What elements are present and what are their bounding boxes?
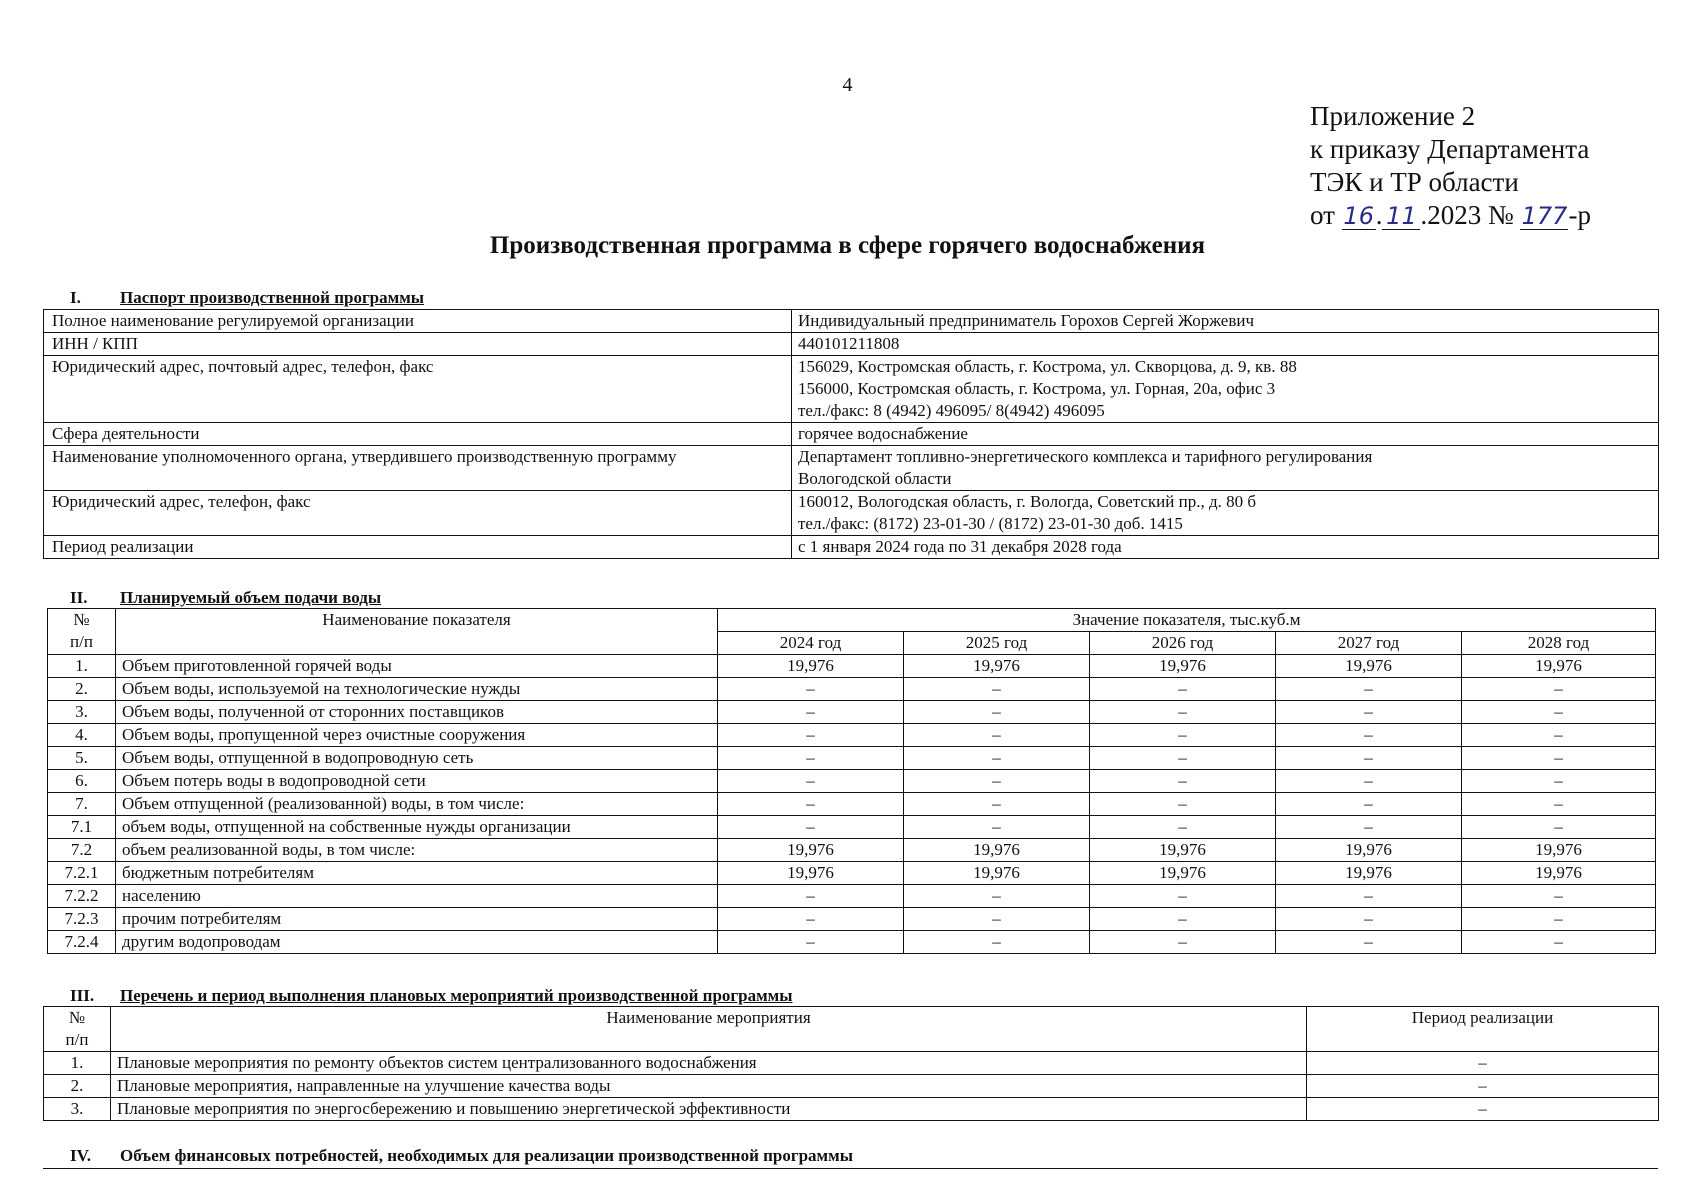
indicator-name: Объем приготовленной горячей воды xyxy=(116,655,718,678)
section-3-number: III. xyxy=(70,986,95,1005)
indicator-value: 19,976 xyxy=(904,862,1090,885)
section-2-title: Планируемый объем подачи воды xyxy=(120,588,382,607)
handwritten-day: 16 xyxy=(1343,202,1374,230)
year-header: 2027 год xyxy=(1276,632,1462,655)
section-4-title: Объем финансовых потребностей, необходимых для реализации производственной программы xyxy=(120,1146,853,1165)
indicator-name: объем воды, отпущенной на собственные нужды организации xyxy=(116,816,718,839)
column-header-number: № п/п xyxy=(48,609,116,655)
indicator-value: – xyxy=(1276,908,1462,931)
indicator-value: – xyxy=(718,908,904,931)
indicator-value: – xyxy=(718,770,904,793)
table-row xyxy=(48,908,1656,931)
passport-value-line: тел./факс: (8172) 23-01-30 / (8172) 23-01-30 доб. 1415 xyxy=(798,514,1183,533)
passport-value xyxy=(792,423,1659,446)
row-number: 3. xyxy=(48,701,116,724)
table-row xyxy=(48,862,1656,885)
indicator-value: – xyxy=(718,816,904,839)
water-volume-table xyxy=(47,608,1656,954)
appendix-date-line: от 16. 11 .2023 № 177-р xyxy=(1310,200,1591,230)
indicator-value: – xyxy=(1090,724,1276,747)
indicator-value: – xyxy=(1276,747,1462,770)
indicator-value: 19,976 xyxy=(1462,655,1656,678)
table-row xyxy=(48,931,1656,954)
indicator-name: населению xyxy=(116,885,718,908)
passport-label: Полное наименование регулируемой организации xyxy=(44,310,792,333)
column-header-indicator: Наименование показателя xyxy=(116,609,718,655)
event-name: Плановые мероприятия по энергосбережению и повышению энергетической эффективности xyxy=(111,1098,1307,1121)
passport-label: Сфера деятельности xyxy=(44,423,792,446)
indicator-name: бюджетным потребителям xyxy=(116,862,718,885)
table-row xyxy=(44,1098,1659,1121)
passport-value-line: 156029, Костромская область, г. Кострома, ул. Скворцова, д. 9, кв. 88 xyxy=(798,357,1297,376)
section-2-heading xyxy=(70,588,381,608)
indicator-value: 19,976 xyxy=(1276,839,1462,862)
indicator-value: – xyxy=(718,701,904,724)
indicator-value: – xyxy=(1090,931,1276,954)
passport-label: Юридический адрес, телефон, факс xyxy=(44,491,792,536)
indicator-value: – xyxy=(1462,931,1656,954)
event-name: Плановые мероприятия, направленные на улучшение качества воды xyxy=(111,1075,1307,1098)
passport-value-line: 160012, Вологодская область, г. Вологда, Советский пр., д. 80 б xyxy=(798,492,1257,511)
indicator-value: 19,976 xyxy=(1090,655,1276,678)
event-number: 2. xyxy=(44,1075,111,1098)
passport-label: Юридический адрес, почтовый адрес, телефон, факс xyxy=(44,356,792,423)
passport-row xyxy=(44,423,1659,446)
indicator-value: 19,976 xyxy=(718,655,904,678)
indicator-value: – xyxy=(1090,793,1276,816)
section-3-title: Перечень и период выполнения плановых мероприятий производственной программы xyxy=(120,986,793,1005)
row-number: 7.2.3 xyxy=(48,908,116,931)
indicator-value: – xyxy=(1276,816,1462,839)
indicator-value: – xyxy=(904,816,1090,839)
section-4-heading xyxy=(70,1146,853,1166)
indicator-value: – xyxy=(904,931,1090,954)
year-header: 2024 год xyxy=(718,632,904,655)
indicator-value: – xyxy=(1090,908,1276,931)
row-number: 7. xyxy=(48,793,116,816)
passport-value xyxy=(792,356,1659,423)
event-period: – xyxy=(1307,1052,1659,1075)
passport-row xyxy=(44,333,1659,356)
indicator-value: – xyxy=(904,908,1090,931)
indicator-value: – xyxy=(1462,908,1656,931)
indicator-value: – xyxy=(1276,931,1462,954)
handwritten-month: 11 xyxy=(1382,203,1420,230)
passport-row xyxy=(44,491,1659,536)
indicator-value: – xyxy=(1090,747,1276,770)
indicator-value: – xyxy=(1462,885,1656,908)
indicator-value: 19,976 xyxy=(718,862,904,885)
table-row xyxy=(44,1075,1659,1098)
table-row xyxy=(48,678,1656,701)
indicator-value: 19,976 xyxy=(1090,839,1276,862)
table-row xyxy=(48,816,1656,839)
indicator-value: – xyxy=(904,747,1090,770)
passport-value-line: Вологодской области xyxy=(798,469,952,488)
indicator-value: – xyxy=(1276,770,1462,793)
indicator-value: – xyxy=(1462,701,1656,724)
indicator-value: – xyxy=(904,701,1090,724)
table-row xyxy=(48,770,1656,793)
passport-value-line: 440101211808 xyxy=(798,334,900,353)
year-header: 2026 год xyxy=(1090,632,1276,655)
table-row xyxy=(44,1052,1659,1075)
indicator-value: – xyxy=(1276,678,1462,701)
table-row xyxy=(48,701,1656,724)
indicator-name: другим водопроводам xyxy=(116,931,718,954)
row-number: 7.2.1 xyxy=(48,862,116,885)
row-number: 5. xyxy=(48,747,116,770)
passport-value-line: Департамент топливно-энергетического комплекса и тарифного регулирования xyxy=(798,447,1373,466)
indicator-value: – xyxy=(1090,885,1276,908)
indicator-name: Объем воды, используемой на технологические нужды xyxy=(116,678,718,701)
appendix-line-3: ТЭК и ТР области xyxy=(1310,167,1519,197)
appendix-block xyxy=(1310,100,1591,232)
indicator-value: – xyxy=(904,724,1090,747)
indicator-name: Объем потерь воды в водопроводной сети xyxy=(116,770,718,793)
row-number: 7.2 xyxy=(48,839,116,862)
indicator-value: 19,976 xyxy=(1462,862,1656,885)
section-4-number: IV. xyxy=(70,1146,91,1165)
indicator-value: – xyxy=(1276,701,1462,724)
indicator-value: 19,976 xyxy=(1276,862,1462,885)
section-4-divider xyxy=(43,1168,1658,1169)
indicator-value: – xyxy=(1276,724,1462,747)
indicator-value: – xyxy=(1462,678,1656,701)
page-number: 4 xyxy=(842,74,853,96)
events-column-header-number: № п/п xyxy=(44,1007,111,1052)
year-and-number-sign: .2023 № xyxy=(1420,200,1514,230)
appendix-line-2: к приказу Департамента xyxy=(1310,134,1590,164)
passport-label: Наименование уполномоченного органа, утвердившего производственную программу xyxy=(44,446,792,491)
passport-value xyxy=(792,310,1659,333)
passport-row xyxy=(44,536,1659,559)
indicator-value: – xyxy=(1462,724,1656,747)
indicator-value: – xyxy=(718,793,904,816)
indicator-value: – xyxy=(904,770,1090,793)
event-number: 1. xyxy=(44,1052,111,1075)
passport-value-line: 156000, Костромская область, г. Кострома, ул. Горная, 20а, офис 3 xyxy=(798,379,1276,398)
indicator-value: – xyxy=(1462,747,1656,770)
indicator-value: 19,976 xyxy=(1462,839,1656,862)
passport-row xyxy=(44,446,1659,491)
indicator-value: – xyxy=(1462,816,1656,839)
row-number: 7.2.2 xyxy=(48,885,116,908)
indicator-value: – xyxy=(1462,770,1656,793)
passport-value xyxy=(792,446,1659,491)
indicator-value: – xyxy=(904,793,1090,816)
event-number: 3. xyxy=(44,1098,111,1121)
indicator-value: – xyxy=(718,678,904,701)
row-number: 6. xyxy=(48,770,116,793)
passport-row xyxy=(44,356,1659,423)
indicator-value: – xyxy=(1090,816,1276,839)
passport-label: ИНН / КПП xyxy=(44,333,792,356)
passport-value xyxy=(792,333,1659,356)
column-header-value-group: Значение показателя, тыс.куб.м xyxy=(718,609,1656,632)
indicator-name: Объем отпущенной (реализованной) воды, в том числе: xyxy=(116,793,718,816)
passport-value-line: тел./факс: 8 (4942) 496095/ 8(4942) 496095 xyxy=(798,401,1105,420)
year-header: 2025 год xyxy=(904,632,1090,655)
indicator-value: – xyxy=(718,931,904,954)
table-row xyxy=(48,793,1656,816)
passport-value xyxy=(792,491,1659,536)
indicator-value: – xyxy=(1090,678,1276,701)
table-row xyxy=(48,724,1656,747)
table-row xyxy=(48,885,1656,908)
indicator-value: – xyxy=(718,885,904,908)
indicator-name: объем реализованной воды, в том числе: xyxy=(116,839,718,862)
number-suffix: -р xyxy=(1568,200,1591,230)
event-period: – xyxy=(1307,1075,1659,1098)
indicator-value: – xyxy=(1090,770,1276,793)
table-row xyxy=(48,839,1656,862)
row-number: 1. xyxy=(48,655,116,678)
passport-value-line: горячее водоснабжение xyxy=(798,424,968,443)
appendix-line-1: Приложение 2 xyxy=(1310,101,1476,131)
indicator-value: – xyxy=(1090,701,1276,724)
document-title: Производственная программа в сфере горячего водоснабжения xyxy=(489,232,1206,259)
year-header: 2028 год xyxy=(1462,632,1656,655)
section-3-heading xyxy=(70,986,793,1006)
indicator-name: Объем воды, полученной от сторонних поставщиков xyxy=(116,701,718,724)
passport-value xyxy=(792,536,1659,559)
indicator-value: – xyxy=(1276,885,1462,908)
events-column-header-name: Наименование мероприятия xyxy=(111,1007,1307,1052)
indicator-name: прочим потребителям xyxy=(116,908,718,931)
section-2-number: II. xyxy=(70,588,88,607)
indicator-value: 19,976 xyxy=(1090,862,1276,885)
section-1-heading xyxy=(70,288,424,308)
row-number: 4. xyxy=(48,724,116,747)
indicator-value: – xyxy=(1462,793,1656,816)
indicator-value: 19,976 xyxy=(904,839,1090,862)
row-number: 7.1 xyxy=(48,816,116,839)
indicator-value: – xyxy=(904,885,1090,908)
date-prefix: от xyxy=(1310,200,1335,230)
indicator-value: 19,976 xyxy=(1276,655,1462,678)
events-column-header-period: Период реализации xyxy=(1307,1007,1659,1052)
handwritten-order-number: 177 xyxy=(1521,202,1568,230)
passport-value-line: Индивидуальный предприниматель Горохов Сергей Жоржевич xyxy=(798,311,1255,330)
indicator-value: – xyxy=(904,678,1090,701)
indicator-value: 19,976 xyxy=(904,655,1090,678)
passport-label: Период реализации xyxy=(44,536,792,559)
indicator-value: – xyxy=(718,724,904,747)
table-row xyxy=(48,655,1656,678)
event-period: – xyxy=(1307,1098,1659,1121)
indicator-name: Объем воды, пропущенной через очистные сооружения xyxy=(116,724,718,747)
indicator-name: Объем воды, отпущенной в водопроводную сеть xyxy=(116,747,718,770)
section-1-title: Паспорт производственной программы xyxy=(120,288,425,307)
table-row xyxy=(48,747,1656,770)
passport-row xyxy=(44,310,1659,333)
indicator-value: – xyxy=(718,747,904,770)
row-number: 7.2.4 xyxy=(48,931,116,954)
planned-events-table xyxy=(43,1006,1659,1121)
section-1-number: I. xyxy=(70,288,81,307)
indicator-value: – xyxy=(1276,793,1462,816)
indicator-value: 19,976 xyxy=(718,839,904,862)
passport-value-line: с 1 января 2024 года по 31 декабря 2028 года xyxy=(798,537,1122,556)
row-number: 2. xyxy=(48,678,116,701)
event-name: Плановые мероприятия по ремонту объектов систем централизованного водоснабжения xyxy=(111,1052,1307,1075)
passport-table xyxy=(43,309,1659,559)
